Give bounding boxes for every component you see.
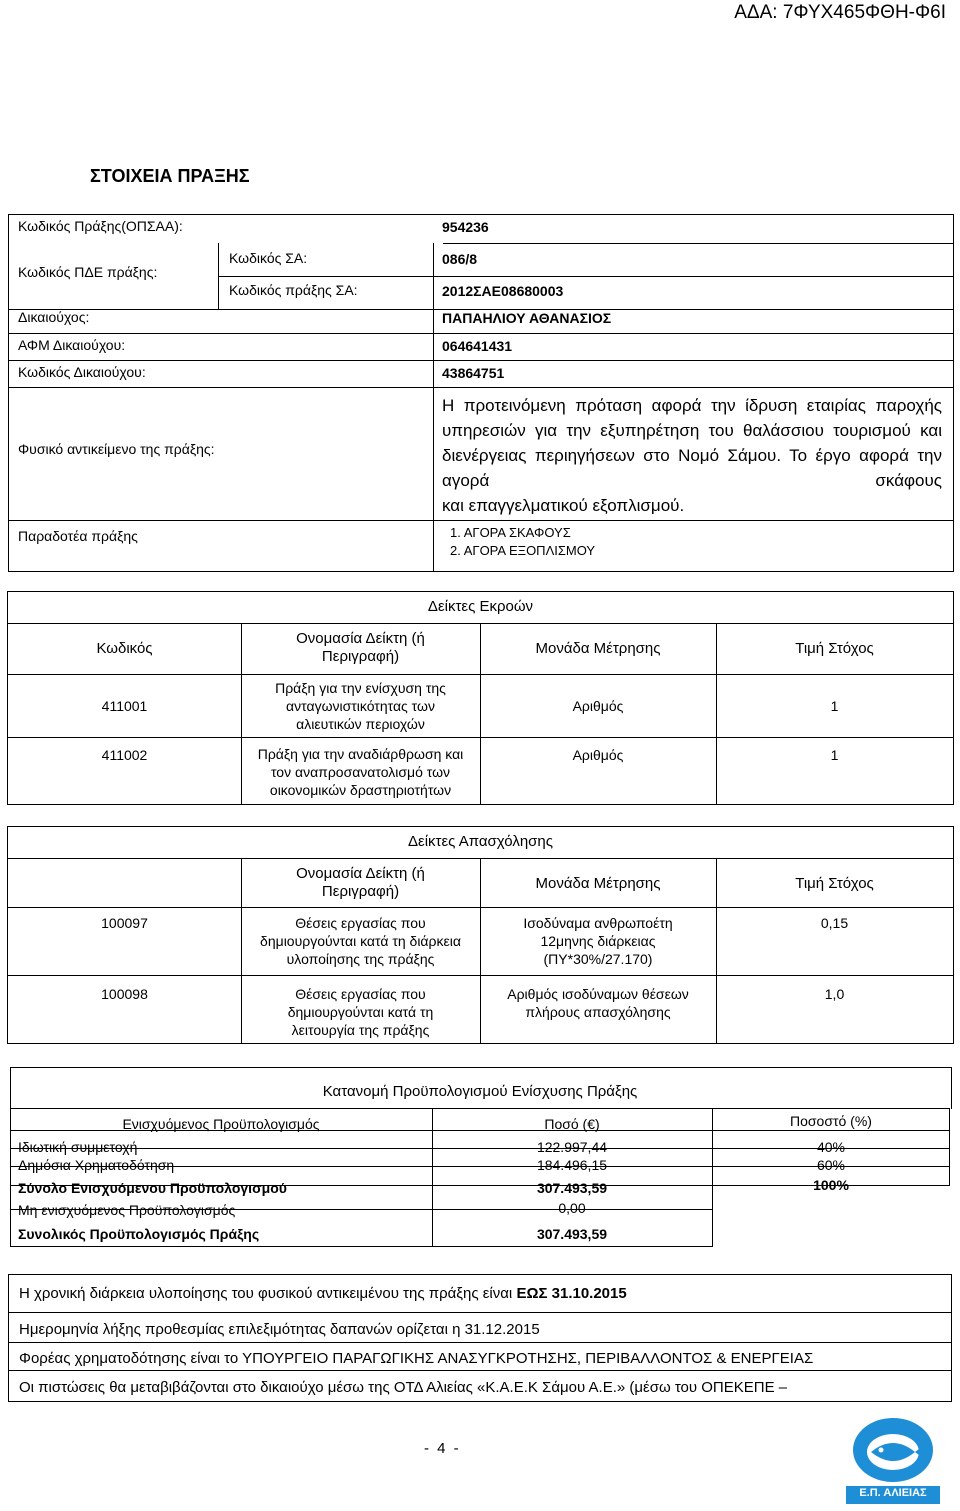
- col-header-target: Τιμή Στόχος: [795, 640, 874, 657]
- table-row-name-line: τον αναπροσανατολισμό των: [270, 764, 451, 780]
- table-row-name: [241, 914, 480, 968]
- table-row-target: 0,15: [820, 915, 849, 931]
- duration-text: Η χρονική διάρκεια υλοποίησης του φυσικού αντικειμένου της πράξης είναι: [19, 1285, 517, 1302]
- table-row-code: 411002: [101, 747, 148, 763]
- duration-line: [19, 1285, 627, 1302]
- physical-object-description: [442, 393, 942, 518]
- col-header-name: [241, 630, 480, 666]
- sa-code-value: 086/8: [442, 251, 478, 267]
- deliverables-label: Παραδοτέα πράξης: [18, 528, 138, 544]
- page-number: - 4 -: [424, 1440, 461, 1457]
- table-row-code: 100097: [101, 915, 148, 931]
- pde-code-label: Κωδικός ΠΔΕ πράξης:: [18, 264, 158, 280]
- sa-praxis-code-value: 2012ΣΑΕ08680003: [442, 283, 564, 299]
- budget-row-percent: 60%: [816, 1157, 846, 1173]
- ada-code: ΑΔΑ: 7ΦΥΧ465ΦΘΗ-Φ6Ι: [734, 2, 946, 23]
- ep-alieias-logo: [838, 1410, 948, 1506]
- budget-row-amount: 307.493,59: [536, 1180, 608, 1196]
- table-row-unit: Αριθμός: [572, 698, 624, 714]
- praxis-code-label: Κωδικός Πράξης(ΟΠΣΑΑ):: [18, 218, 183, 234]
- logo-text: Ε.Π. ΑΛΙΕΙΑΣ: [859, 1487, 927, 1499]
- budget-row-name: Δημόσια Χρηματοδότηση: [18, 1157, 175, 1173]
- table-row-name-line: Θέσεις εργασίας που: [295, 986, 426, 1002]
- table-row-code: 411001: [101, 698, 148, 714]
- col-header-name: [241, 865, 480, 901]
- table-row-name-line: δημιουργούνται κατά τη: [287, 1004, 434, 1020]
- physical-object-text-end: και επαγγελματικού εξοπλισμού.: [442, 496, 685, 515]
- col-header-unit: Μονάδα Μέτρησης: [535, 640, 661, 657]
- praxis-code-value: 954236: [442, 219, 489, 235]
- funding-body-line: Φορέας χρηματοδότησης είναι το ΥΠΟΥΡΓΕΙΟ ΠΑΡΑΓΩΓΙΚΗΣ ΑΝΑΣΥΓΚΡΟΤΗΣΗΣ, ΠΕΡΙΒΑΛΛΟΝΤΟΣ & ΕΝΕΡΓΕΙΑΣ: [19, 1350, 814, 1367]
- table-row-target: 1: [830, 747, 839, 763]
- table-row-name-line: Πράξη για την αναδιάρθρωση και: [257, 746, 464, 762]
- afm-label: ΑΦΜ Δικαιούχου:: [18, 337, 126, 353]
- beneficiary-value: ΠΑΠΑΗΛΙΟΥ ΑΘΑΝΑΣΙΟΣ: [442, 310, 612, 326]
- budget-row-name: Σύνολο Ενισχυόμενου Προϋπολογισμού: [18, 1180, 287, 1196]
- table-row-name-line: οικονομικών δραστηριοτήτων: [269, 782, 452, 798]
- table-row-name: [241, 679, 480, 733]
- budget-row-name: Ιδιωτική συμμετοχή: [18, 1139, 138, 1155]
- physical-object-label: Φυσικό αντικείμενο της πράξης:: [18, 441, 215, 457]
- table-row-name-line: ανταγωνιστικότητας των: [286, 698, 435, 714]
- table-row-unit: [480, 914, 716, 968]
- eligibility-line: Ημερομηνία λήξης προθεσμίας επιλεξιμότητας δαπανών ορίζεται η 31.12.2015: [19, 1321, 540, 1338]
- col-header-code: Κωδικός: [96, 640, 153, 657]
- table-row-target: 1: [830, 698, 839, 714]
- table-row-code: 100098: [101, 986, 148, 1002]
- col-header-name-line: Ονομασία Δείκτη (ή: [296, 865, 425, 882]
- deliverable-item: 1. ΑΓΟΡΑ ΣΚΑΦΟΥΣ: [450, 525, 571, 540]
- table-row-unit-line: Ισοδύναμα ανθρωποέτη: [523, 915, 673, 931]
- budget-row-name: Συνολικός Προϋπολογισμός Πράξης: [18, 1226, 260, 1242]
- budget-header-name: Ενισχυόμενος Προϋπολογισμός: [122, 1116, 320, 1132]
- sa-praxis-code-label: Κωδικός πράξης ΣΑ:: [229, 282, 358, 298]
- budget-header-percent: Ποσοστό (%): [790, 1113, 872, 1129]
- budget-row-amount: 184.496,15: [536, 1157, 608, 1173]
- table-row-name-line: υλοποίησης της πράξης: [286, 951, 435, 967]
- page-title: ΣΤΟΙΧΕΙΑ ΠΡΑΞΗΣ: [90, 166, 250, 186]
- table-row-name: [241, 745, 480, 799]
- credits-line: Οι πιστώσεις θα μεταβιβάζονται στο δικαιούχο μέσω της ΟΤΔ Αλιείας «Κ.Α.Ε.Κ Σάμου Α.Ε.» (μέσω του ΟΠΕΚΕΠΕ –: [19, 1379, 788, 1396]
- employment-indicators-title: Δείκτες Απασχόλησης: [408, 833, 553, 850]
- duration-deadline: ΕΩΣ 31.10.2015: [516, 1285, 627, 1302]
- budget-table: [10, 1067, 952, 1247]
- table-row-target: 1,0: [824, 986, 845, 1002]
- col-header-name-line: Περιγραφή): [321, 883, 400, 900]
- table-row-name-line: Θέσεις εργασίας που: [295, 915, 426, 931]
- table-row-unit-line: 12μηνης διάρκειας: [540, 933, 656, 949]
- col-header-name-line: Ονομασία Δείκτη (ή: [296, 630, 425, 647]
- table-row-unit: Αριθμός: [572, 747, 624, 763]
- col-header-name-line: Περιγραφή): [321, 648, 400, 665]
- table-row-unit-line: πλήρους απασχόλησης: [525, 1004, 671, 1020]
- budget-header-amount: Ποσό (€): [544, 1116, 600, 1132]
- implementation-info: [8, 1274, 952, 1402]
- table-row-unit: [480, 985, 716, 1021]
- beneficiary-label: Δικαιούχος:: [18, 309, 90, 325]
- budget-row-percent: 100%: [813, 1177, 849, 1193]
- table-row-name: [241, 985, 480, 1039]
- budget-row-amount: 122.997,44: [536, 1139, 608, 1155]
- output-indicators-title: Δείκτες Εκροών: [427, 598, 534, 615]
- table-row-name-line: Πράξη για την ενίσχυση της: [275, 680, 446, 696]
- beneficiary-code-label: Κωδικός Δικαιούχου:: [18, 364, 146, 380]
- table-row-unit-line: (ΠΥ*30%/27.170): [543, 951, 653, 967]
- table-row-name-line: λειτουργία της πράξης: [291, 1022, 430, 1038]
- table-row-name-line: δημιουργούνται κατά τη διάρκεια: [260, 933, 461, 949]
- table-row-unit-line: Αριθμός ισοδύναμων θέσεων: [507, 986, 689, 1002]
- physical-object-text: Η προτεινόμενη πρόταση αφορά την ίδρυση εταιρίας παροχής υπηρεσιών για την εξυπηρέτηση του θαλάσσιου τουρισμού και διενέργειας περιηγήσεων στο Νομό Σάμου. Το έργο αφορά την αγορά σκάφους: [442, 396, 942, 490]
- budget-title: Κατανομή Προϋπολογισμού Ενίσχυσης Πράξης: [322, 1083, 638, 1100]
- afm-value: 064641431: [442, 338, 513, 354]
- deliverable-item: 2. ΑΓΟΡΑ ΕΞΟΠΛΙΣΜΟΥ: [450, 543, 596, 558]
- table-row-name-line: αλιευτικών περιοχών: [296, 716, 425, 732]
- budget-row-percent: 40%: [816, 1139, 846, 1155]
- employment-indicators-table: [7, 826, 954, 1044]
- budget-row-name: Μη ενισχυόμενος Προϋπολογισμός: [18, 1202, 236, 1218]
- col-header-unit: Μονάδα Μέτρησης: [535, 875, 661, 892]
- beneficiary-code-value: 43864751: [442, 365, 505, 381]
- output-indicators-table: [7, 591, 954, 805]
- budget-row-amount: 307.493,59: [536, 1226, 608, 1242]
- col-header-target: Τιμή Στόχος: [795, 875, 874, 892]
- budget-row-amount: 0,00: [558, 1200, 586, 1216]
- sa-code-label: Κωδικός ΣΑ:: [229, 250, 308, 266]
